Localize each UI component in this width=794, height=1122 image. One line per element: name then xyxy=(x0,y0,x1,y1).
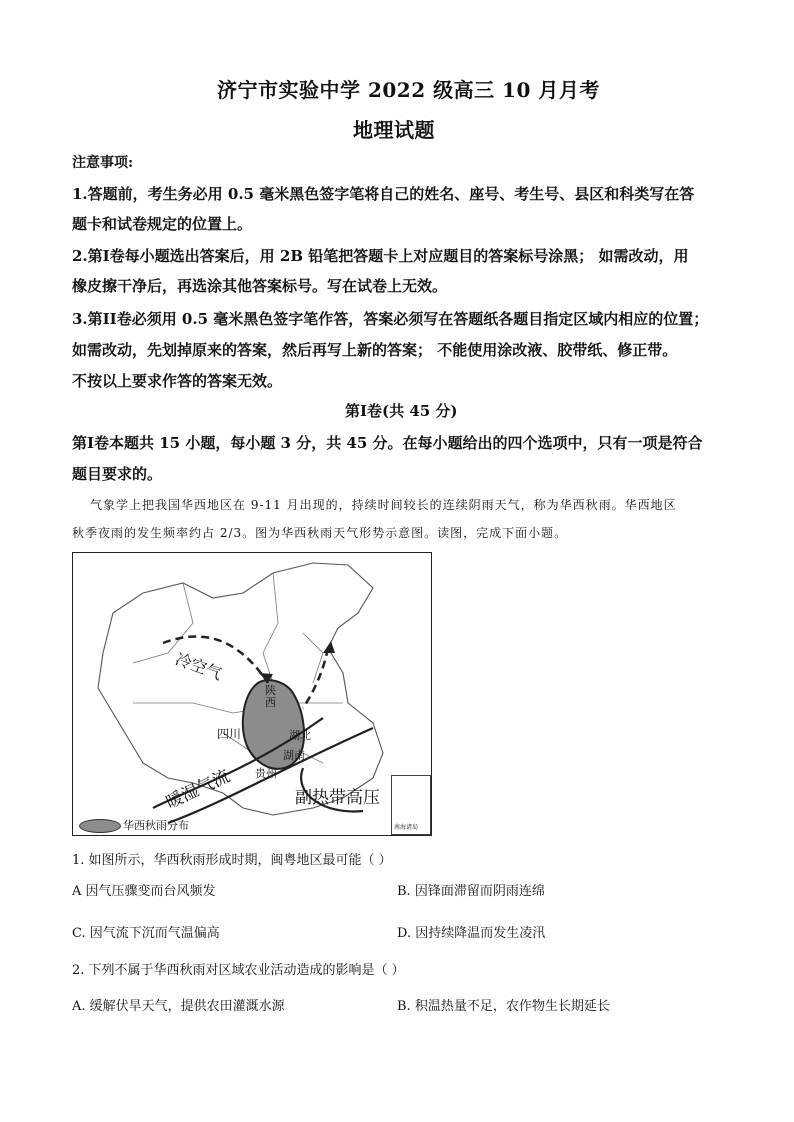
label-warm-flow: 暖湿气流 xyxy=(163,766,234,814)
section-desc-2: 题目要求的。 xyxy=(72,465,163,483)
question-1-option-a[interactable]: A 因气压骤变而台风频发 xyxy=(72,884,216,899)
question-1-option-d[interactable]: D. 因持续降温而发生凌汛 xyxy=(397,926,546,941)
label-hunan: 湖南 xyxy=(283,749,305,762)
legend-swatch xyxy=(79,819,121,833)
cold-air-arrow-2 xyxy=(303,648,328,708)
passage-line-1: 气象学上把我国华西地区在 9-11 月出现的，持续时间较长的连续阴雨天气，称为华西秋雨。华西地区 xyxy=(90,498,677,512)
label-shaanxi: 陕西 xyxy=(265,684,276,709)
exam-title: 济宁市实验中学 2022 级高三 10 月月考 xyxy=(217,78,600,102)
passage-line-2: 秋季夜雨的发生频率约占 2/3。图为华西秋雨天气形势示意图。读图，完成下面小题。 xyxy=(72,526,568,540)
label-sichuan: 四川 xyxy=(217,727,242,741)
notice-line-1: 1.答题前，考生务必用 0.5 毫米黑色签字笔将自己的姓名、座号、考生号、县区和科类写在答 xyxy=(72,185,695,203)
notice-line-3: 2.第I卷每小题选出答案后，用 2B 铅笔把答题卡上对应题目的答案标号涂黑； 如需改动，用 xyxy=(72,247,689,265)
china-outline xyxy=(98,563,383,815)
question-1-option-b[interactable]: B. 因锋面滞留而阴雨连绵 xyxy=(397,884,545,899)
question-2-option-b[interactable]: B. 积温热量不足，农作物生长期延长 xyxy=(397,999,610,1014)
legend-label: 华西秋雨分布 xyxy=(123,819,189,832)
inset-label: 南海诸岛 xyxy=(394,824,419,831)
section-desc-1: 第I卷本题共 15 小题，每小题 3 分，共 45 分。在每小题给出的四个选项中，只有一项是符合 xyxy=(72,434,703,452)
label-guizhou: 贵州 xyxy=(255,767,277,780)
province-border xyxy=(133,703,343,713)
province-border xyxy=(263,573,278,683)
autumn-rain-map xyxy=(72,552,432,836)
section-title: 第I卷(共 45 分) xyxy=(345,402,458,420)
notice-line-2: 题卡和试卷规定的位置上。 xyxy=(72,215,253,233)
south-sea-inset xyxy=(391,775,431,835)
notice-line-7: 不按以上要求作答的答案无效。 xyxy=(72,372,283,390)
label-cold-air: 冷空气 xyxy=(172,649,225,684)
notice-line-6: 如需改动，先划掉原来的答案，然后再写上新的答案； 不能使用涂改液、胶带纸、修正带。 xyxy=(72,341,678,359)
question-2-option-a[interactable]: A. 缓解伏旱天气，提供农田灌溉水源 xyxy=(72,999,285,1014)
label-subtropical-high: 副热带高压 xyxy=(295,788,380,808)
notice-line-4: 橡皮擦干净后，再选涂其他答案标号。写在试卷上无效。 xyxy=(72,277,448,295)
arrowhead xyxy=(323,641,335,653)
question-1-option-c[interactable]: C. 因气流下沉而气温偏高 xyxy=(72,926,220,941)
exam-subject: 地理试题 xyxy=(353,118,435,142)
notice-line-5: 3.第II卷必须用 0.5 毫米黑色签字笔作答，答案必须写在答题纸各题目指定区域内相应的位置； xyxy=(72,310,709,328)
question-2-stem: 2. 下列不属于华西秋雨对区域农业活动造成的影响是（ ） xyxy=(72,963,405,978)
notice-heading: 注意事项: xyxy=(72,155,134,171)
label-hubei: 湖北 xyxy=(289,729,311,742)
question-1-stem: 1. 如图所示，华西秋雨形成时期，闽粤地区最可能（ ） xyxy=(72,853,392,868)
